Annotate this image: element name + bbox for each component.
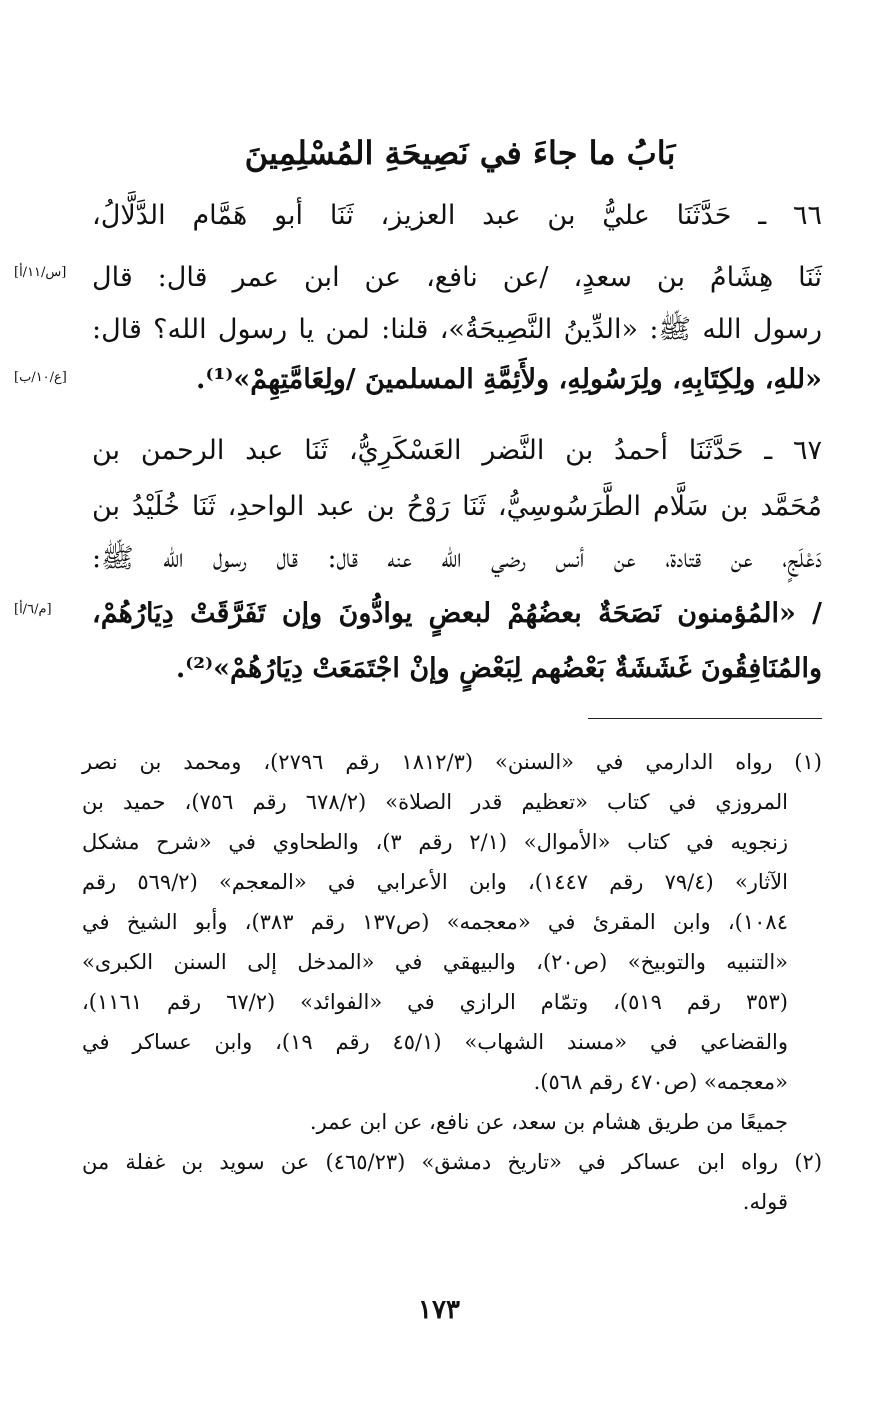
footnote-1-line-8: والقضاعي في «مسند الشهاب» (٤٥/١ رقم ١٩)، وابن عساكر في <box>82 1030 789 1054</box>
footnote-2-line-2: قوله. <box>742 1190 788 1214</box>
footnote-1-line-4: الآثار» (٧٩/٤ رقم ١٤٤٧)، وابن الأعرابي في «المعجم» (٥٦٩/٢ رقم <box>82 870 788 894</box>
footnote-1-line-7: (٣٥٣ رقم ٥١٩)، وتمّام الرازي في «الفوائد» (٦٧/٢ رقم ١١٦١)، <box>82 990 788 1014</box>
footnote-1-line-6: «التنبيه والتوبيخ» (ص٢٠)، والبيهقي في «المدخل إلى السنن الكبرى» <box>82 950 788 974</box>
manuscript-ref-mim: [م/٦/أ] <box>14 602 52 617</box>
manuscript-ref-ayn: [ع/١٠/ب] <box>14 370 67 385</box>
footnote-1-line-3: زنجويه في كتاب «الأموال» (٢/١ رقم ٣)، والطحاوي في «شرح مشكل <box>82 830 788 854</box>
hadith-67-line-1: ٦٧ ـ حَدَّثَنَا أحمدُ بن النَّضر العَسْكَرِيُّ، ثَنَا عبد الرحمن بن <box>92 435 822 466</box>
hadith-66-line-3: رسول الله ﷺ: «الدِّينُ النَّصِيحَةُ»، قلنا: لمن يا رسول الله؟ قال: <box>92 314 822 345</box>
hadith-67-line-3: دَعْلَجٍ، عن قتادة، عن أنس رضي الله عنه قال: قال رسول الله ﷺ: <box>92 543 822 574</box>
manuscript-ref-sin: [س/١١/أ] <box>14 265 67 280</box>
footnote-2-line-1: (٢) رواه ابن عساكر في «تاريخ دمشق» (٤٦٥/٢٣) عن سويد بن غفلة من <box>82 1150 823 1174</box>
footnote-1-line-1: (١) رواه الدارمي في «السنن» (١٨١٢/٣ رقم ٢٧٩٦)، ومحمد بن نصر <box>82 750 822 774</box>
footnote-1-line-2: المروزي في كتاب «تعظيم قدر الصلاة» (٦٧٨/٢ رقم ٧٥٦)، حميد بن <box>82 790 789 814</box>
chapter-title: بَابُ ما جاءَ في نَصِيحَةِ المُسْلِمِينَ <box>244 134 676 172</box>
page-number: ١٧٣ <box>418 1295 460 1325</box>
footnote-1-line-9: «معجمه» (ص٤٧٠ رقم ٥٦٨). <box>533 1070 788 1094</box>
hadith-66-line-2: ثَنَا هِشَامُ بن سعدٍ، /عن نافع، عن ابن عمر قال: قال <box>92 262 822 293</box>
hadith-66-line-4: «للهِ، ولِكِتَابِهِ، ولِرَسُولِهِ، ولأَئِمَّةِ المسلمينَ /ولِعَامَّتِهِمْ»⁽¹⁾. <box>196 364 822 395</box>
footnote-1-line-5: ١٠٨٤)، وابن المقرئ في «معجمه» (ص١٣٧ رقم ٣٨٣)، وأبو الشيخ في <box>82 910 788 934</box>
footnote-separator <box>588 718 822 719</box>
hadith-67-line-5: والمُنَافِقُونَ غَشَشَةٌ بَعْضُهم لِبَعْضٍ وإنْ اجْتَمَعَتْ دِيَارُهُمْ»⁽²⁾. <box>175 653 822 684</box>
footnote-1-summary: جميعًا من طريق هشام بن سعد، عن نافع، عن ابن عمر. <box>309 1110 788 1134</box>
hadith-67-line-4: / «المُؤمنون نَصَحَةٌ بعضُهُمْ لبعضٍ يوادُّونَ وإن تَفَرَّقَتْ دِيَارُهُمْ، <box>92 598 822 629</box>
hadith-67-line-2: مُحَمَّد بن سَلَّام الطَّرَسُوسِيُّ، ثَنَا رَوْحُ بن عبد الواحدِ، ثَنَا خُلَيْدُ بن <box>92 491 822 522</box>
hadith-66-line-1: ٦٦ ـ حَدَّثَنَا عليُّ بن عبد العزيز، ثَنَا أبو هَمَّام الدَّلَّالُ، <box>92 200 822 231</box>
